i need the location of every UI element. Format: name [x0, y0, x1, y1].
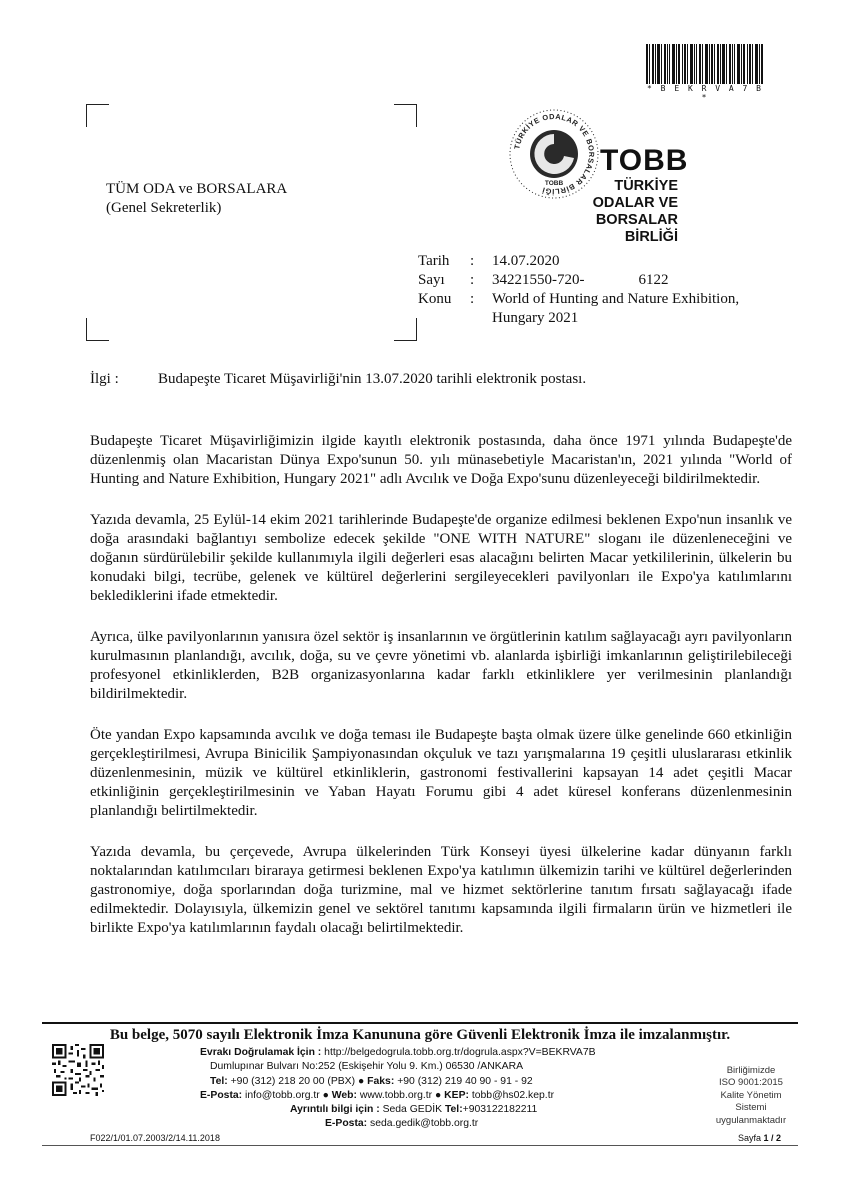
quality-notice	[708, 1065, 794, 1127]
date-value: 14.07.2020	[492, 253, 560, 269]
kep-link[interactable]: tobb@hs02.kep.tr	[471, 1089, 555, 1101]
contact-label: Ayrıntılı bilgi için :	[290, 1104, 380, 1116]
quality-line: ISO 9001:2015	[719, 1077, 783, 1089]
document-meta	[418, 252, 822, 328]
number-value	[492, 271, 822, 290]
contact-tel-label: Tel:	[444, 1104, 463, 1116]
address-bracket-bottom-right	[394, 318, 417, 341]
footer-divider	[42, 1022, 798, 1024]
address-bracket-bottom-left	[86, 318, 109, 341]
colon: :	[470, 253, 475, 269]
verify-link[interactable]: http://belgedogrula.tobb.org.tr/dogrula.aspx?V=BEKRVA7B	[324, 1047, 596, 1058]
body-paragraph-1: Budapeşte Ticaret Müşavirliğimizin ilgide kayıtlı elektronik postasında, daha önce 1971 yılında Budapeşte'de düzenlenmiş olan Macaristan Dünya Expo'sunun 50. yılı münasebetiyle Macaristan'ın, 2021 yılında "World of Hunting and Nature Exhibition, Hungary 2021" adlı Avcılık ve Doğa Expo'sunu düzenleyeceği bildirilmektedir.	[90, 433, 792, 487]
reference-label: İlgi :	[90, 371, 119, 387]
quality-line: Birliğimizde	[726, 1065, 776, 1076]
email-link[interactable]: info@tobb.org.tr	[245, 1089, 320, 1101]
contact-email-label: E-Posta:	[325, 1118, 368, 1130]
date-label: Tarih	[418, 253, 450, 269]
recipient-block	[106, 180, 287, 218]
subject-label: Konu	[418, 291, 452, 307]
reference-line	[90, 370, 790, 389]
bullet: ●	[434, 1089, 442, 1101]
email-web-line	[150, 1089, 670, 1103]
quality-line: Sistemi	[735, 1102, 767, 1114]
barcode-code: * B E K R V A 7 B *	[647, 84, 763, 102]
phone-fax-line	[150, 1075, 670, 1089]
logo-title: TOBB	[600, 144, 689, 177]
page-value: 1 / 2	[763, 1133, 782, 1143]
document-barcode	[646, 44, 764, 84]
meta-date-row	[418, 252, 822, 271]
meta-subject-row	[418, 290, 822, 328]
logo-organization-name	[540, 178, 678, 246]
meta-number-row	[418, 271, 822, 290]
seal-center-text: TOBB	[544, 180, 564, 187]
seal-ring-text: TÜRKİYE ODALAR VE BORSALAR BİRLİĞİ	[512, 111, 597, 197]
logo-line-3: BİRLİĞİ	[624, 229, 678, 245]
subject-line-2: Hungary 2021	[492, 310, 579, 326]
quality-line: uygulanmaktadır	[715, 1114, 787, 1126]
form-code: F022/1/01.07.2003/2/14.11.2018	[90, 1133, 220, 1143]
subject-value	[492, 290, 822, 328]
tel-label: Tel:	[210, 1075, 228, 1087]
kep-label: KEP:	[444, 1089, 469, 1101]
colon: :	[470, 272, 475, 288]
fax-value: +90 (312) 219 40 90 - 91 - 92	[397, 1075, 533, 1087]
page-label: Sayfa	[738, 1133, 762, 1143]
verify-label: Evrakı Doğrulamak İçin :	[200, 1047, 322, 1058]
recipient-department: (Genel Sekreterlik)	[106, 200, 222, 216]
number-suffix: 6122	[638, 272, 669, 288]
esign-notice: Bu belge, 5070 sayılı Elektronik İmza Kanununa göre Güvenli Elektronik İmza ile imzalanmıştır.	[109, 1027, 731, 1043]
fax-label: Faks:	[367, 1075, 395, 1087]
web-label: Web:	[331, 1089, 357, 1101]
contact-name: Seda GEDİK	[382, 1104, 443, 1116]
contact-email-line	[150, 1117, 670, 1131]
qr-code[interactable]	[52, 1044, 104, 1096]
contact-tel: +903122182211	[462, 1104, 538, 1116]
verify-line	[150, 1046, 670, 1060]
contact-person-line	[150, 1103, 670, 1117]
letter-body	[90, 432, 792, 960]
bullet: ●	[357, 1075, 365, 1087]
bullet: ●	[322, 1089, 329, 1101]
reference-text: Budapeşte Ticaret Müşavirliği'nin 13.07.2020 tarihli elektronik postası.	[158, 371, 587, 387]
footer-contact-info	[150, 1046, 670, 1132]
body-paragraph-5: Yazıda devamla, bu çerçevede, Avrupa ülkelerinden Türk Konseyi üyesi ülkelerine kadar dünyanın farklı noktalarından katılımcıları biraraya getirmesi beklenen Expo'ya katılımın ülkemizin tarihi ve kültürel değerlerinden gastronomiye, doğa sporlarından doğa turizmine, mal ve hizmet sektörlerine tanıtım fırsatı sağlayacağı ifade edilmektedir. Dolayısıyla, ülkemizin genel ve sektörel tanıtımı kapsamında ilgili firmaların ürün ve hizmetleri ile birlikte Expo'ya katılımlarının faydalı olacağı belirtilmektedir.	[90, 844, 792, 936]
address-line: Dumlupınar Bulvarı No:252 (Eskişehir Yolu 9. Km.) 06530 /ANKARA	[210, 1061, 524, 1073]
page-number	[738, 1133, 781, 1143]
contact-email-link[interactable]: seda.gedik@tobb.org.tr	[370, 1118, 479, 1130]
number-label: Sayı	[418, 272, 445, 288]
address-bracket-top-right	[394, 104, 417, 127]
tel-value: +90 (312) 218 20 00 (PBX)	[230, 1075, 356, 1087]
address-bracket-top-left	[86, 104, 109, 127]
email-label: E-Posta:	[200, 1089, 243, 1101]
web-link[interactable]: www.tobb.org.tr	[359, 1089, 433, 1101]
footer-bottom-divider	[42, 1145, 798, 1146]
body-paragraph-2: Yazıda devamla, 25 Eylül-14 ekim 2021 tarihlerinde Budapeşte'de organize edilmesi beklenen Expo'nun insanlık ve doğa arasındaki bağlantıyı sembolize edecek şekilde "ONE WITH NATURE" sloganı ile düzenleneceğini ve doğanın sürdürülebilir şekilde kullanımıyla ilgili değerleri esas alacağını belirten Macar yetkililerinin, ülkelerin bu konudaki bilgi, tecrübe, gelenek ve kültürel değerlerini sergileyecekleri pavilyonları ile Expo'ya katılımlarını beklediklerini ifade etmektedir.	[90, 512, 792, 604]
number-prefix: 34221550-720-	[492, 272, 585, 288]
recipient-name: TÜM ODA ve BORSALARA	[106, 181, 288, 197]
logo-line-2: ODALAR VE BORSALAR	[592, 195, 678, 228]
colon: :	[470, 291, 475, 307]
quality-line: Kalite Yönetim	[720, 1089, 782, 1101]
body-paragraph-4: Öte yandan Expo kapsamında avcılık ve doğa teması ile Budapeşte başta olmak üzere ülke genelinde 660 etkinliğin gerçekleştirilmesi, Avrupa Binicilik Şampiyonasından okçuluk ve tazı yarışmalarına 19 çeşitli uluslararası etkinlik düzenlenmesinin, müzik ve kültürel etkinliklerin, gastronomi festivallerini kapsayan 14 adet çeşitli Macar etkinliğinin gerçekleştirilmesinin ve Yaban Hayatı Forumu gibi 4 adet küresel konferans düzenlenmesinin planlandığı belirtilmektedir.	[90, 727, 792, 819]
logo-line-1: TÜRKİYE	[614, 178, 678, 194]
subject-line-1: World of Hunting and Nature Exhibition,	[492, 291, 740, 307]
body-paragraph-3: Ayrıca, ülke pavilyonlarının yanısıra özel sektör iş insanlarının ve örgütlerinin katılım sağlayacağı ayrı pavilyonların kurulmasının planlandığı, avcılık, doğa, su ve çevre yönetimi vb. alanlarda işbirliği imkanlarının geliştirilebileceği profesyonel etkinliklerden, B2B organizasyonlarına kadar farklı etkinliklere yer verilmesinin planlandığı bildirilmektedir.	[90, 629, 792, 702]
